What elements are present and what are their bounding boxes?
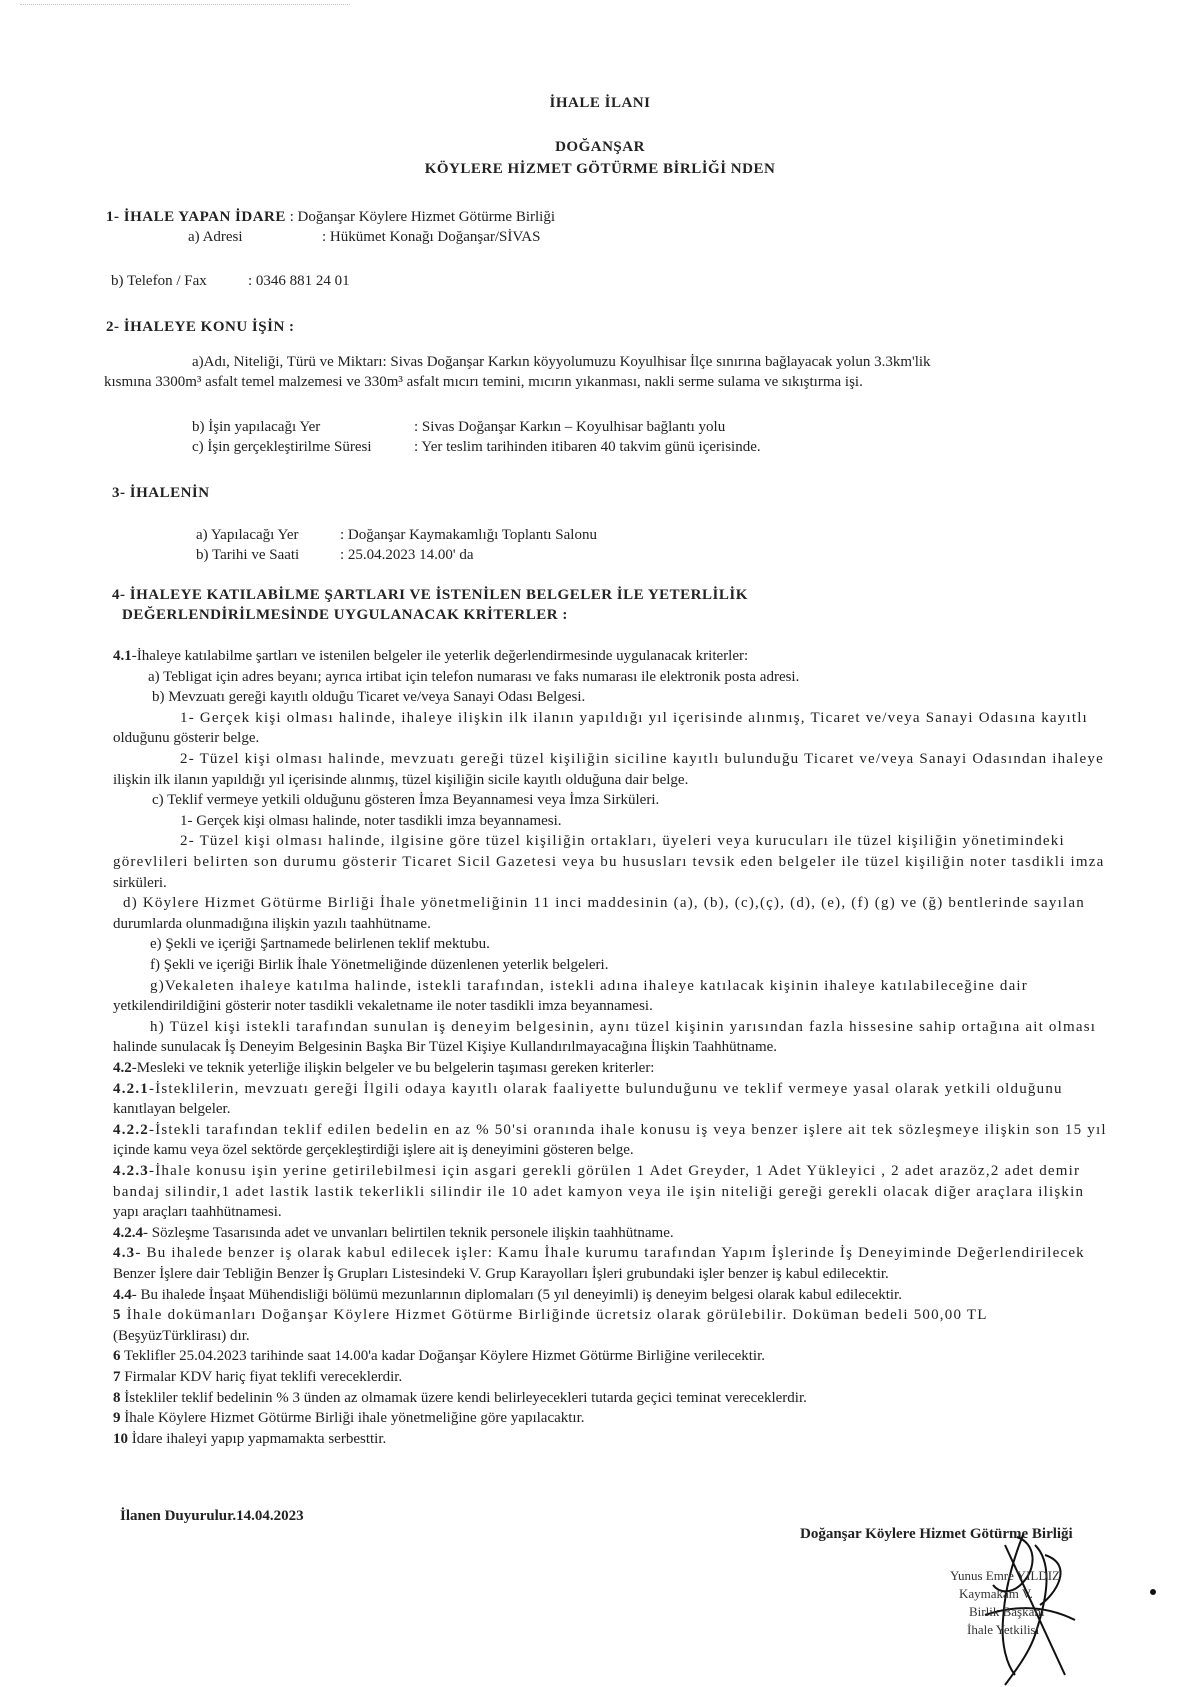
issuer-line-2: KÖYLERE HİZMET GÖTÜRME BİRLİĞİ NDEN <box>424 161 776 177</box>
criteria-line: (BeşyüzTürklirası) dır. <box>113 1328 250 1344</box>
criteria-line: 8 İstekliler teklif bedelinin % 3 ünden az olmamak üzere kendi belirleyecekleri tutarda geçici teminat vereceklerdir. <box>113 1390 807 1406</box>
signatory-title-1: Kaymakam V. <box>959 1586 1033 1601</box>
duration-label: c) İşin gerçekleştirilme Süresi <box>192 439 372 455</box>
criteria-line: b) Mevzuatı gereği kayıtlı olduğu Ticaret ve/veya Sanayi Odası Belgesi. <box>152 689 586 705</box>
item-number: 4.2 <box>113 1060 132 1076</box>
criteria-line: 4.2.3-İhale konusu işin yerine getirilebilmesi için asgari gerekli görülen 1 Adet Greyder, 1 Adet Yükleyici , 2 adet arazöz,2 adet demir <box>113 1163 1081 1179</box>
signature-block <box>945 1525 1145 1687</box>
criteria-line: 4.2.4- Sözleşme Tasarısında adet ve unvanları belirtilen teknik personele ilişkin taahhütname. <box>113 1225 674 1241</box>
item-number: 4.2.1 <box>113 1081 149 1097</box>
criteria-line: 4.1-İhaleye katılabilme şartları ve istenilen belgeler ile yeterlik değerlendirmesinde uygulanacak kriterler: <box>113 648 749 664</box>
criteria-line: g)Vekaleten ihaleye katılma halinde, istekli tarafından, istekli adına ihaleye katılacak kişinin ihaleye katılabileceğine dair <box>150 978 1028 994</box>
criteria-line: 4.2-Mesleki ve teknik yeterliğe ilişkin belgeler ve bu belgelerin taşıması gereken kriterler: <box>113 1060 655 1076</box>
criteria-line: 1- Gerçek kişi olması halinde, noter tasdikli imza beyannamesi. <box>180 813 562 829</box>
work-location-label: b) İşin yapılacağı Yer <box>192 419 321 435</box>
criteria-line: 2- Tüzel kişi olması halinde, mevzuatı gereği tüzel kişiliğin siciline kayıtlı bulunduğu Ticaret ve/veya Sanayi Odasından ihaleye <box>180 751 1104 767</box>
announcement-date: İlanen Duyurulur.14.04.2023 <box>120 1508 304 1524</box>
criteria-line: 9 İhale Köylere Hizmet Götürme Birliği ihale yönetmeliğine göre yapılacaktır. <box>113 1410 585 1426</box>
scan-artifact <box>20 4 350 9</box>
address-label: a) Adresi <box>188 229 243 245</box>
address-value: : Hükümet Konağı Doğanşar/SİVAS <box>322 229 541 245</box>
criteria-line: 1- Gerçek kişi olması halinde, ihaleye ilişkin ilk ilanın yapıldığı yıl içerisinde alınmış, Ticaret ve/veya Sanayi Odasına kayıtlı <box>180 710 1088 726</box>
section-4-heading-2: DEĞERLENDİRİLMESİNDE UYGULANACAK KRİTERLER : <box>122 607 568 623</box>
item-number: 6 <box>113 1348 121 1364</box>
criteria-line: a) Tebligat için adres beyanı; ayrıca irtibat için telefon numarası ve faks numarası ile elektronik posta adresi. <box>148 669 800 685</box>
section-3-label: 3- İHALENİN <box>112 485 210 501</box>
work-location-value: : Sivas Doğanşar Karkın – Koyulhisar bağlantı yolu <box>414 419 726 435</box>
section-2-a-line-2: kısmına 3300m³ asfalt temel malzemesi ve 330m³ asfalt mıcırı temini, mıcırın yıkanması, nakli serme sulama ve sıkıştırma işi. <box>104 374 863 390</box>
criteria-line: içinde kamu veya özel sektörde gerçekleştirdiği işlere ait iş deneyimini gösteren belge. <box>113 1142 634 1158</box>
tender-place-label: a) Yapılacağı Yer <box>196 527 299 543</box>
scan-dot <box>1150 1589 1156 1595</box>
criteria-line: bandaj silindir,1 adet lastik lastik tekerlikli silindir ile 10 adet kamyon veya ile işin niteliği gereği gerekli olacak diğer araçlara ilişkin <box>113 1184 1085 1200</box>
signatory-title-3: İhale Yetkilisi <box>967 1622 1040 1637</box>
criteria-line: kanıtlayan belgeler. <box>113 1101 231 1117</box>
criteria-line: c) Teklif vermeye yetkili olduğunu gösteren İmza Beyannamesi veya İmza Sirküleri. <box>152 792 660 808</box>
section-2-label: 2- İHALEYE KONU İŞİN : <box>106 319 295 335</box>
signatory-title-2: Birlik Başkanı <box>969 1604 1045 1619</box>
criteria-line: h) Tüzel kişi istekli tarafından sunulan iş deneyim belgesinin, aynı tüzel kişinin yarısından fazla hissesine sahip ortağına ait olması <box>150 1019 1097 1035</box>
criteria-line: 7 Firmalar KDV hariç fiyat teklifi vereceklerdir. <box>113 1369 403 1385</box>
item-number: 9 <box>113 1410 121 1426</box>
criteria-line: e) Şekli ve içeriği Şartnamede belirlenen teklif mektubu. <box>150 936 490 952</box>
criteria-line: 5 İhale dokümanları Doğanşar Köylere Hizmet Götürme Birliğinde ücretsiz olarak görülebilir. Doküman bedeli 500,00 TL <box>113 1307 988 1323</box>
criteria-line: olduğunu gösterir belge. <box>113 730 260 746</box>
criteria-line: yapı araçları taahhütnamesi. <box>113 1204 282 1220</box>
criteria-line: halinde sunulacak İş Deneyim Belgesinin Başka Bir Tüzel Kişiye Kullandırılmayacağına İlişkin Taahhütname. <box>113 1039 778 1055</box>
criteria-line: Benzer İşlere dair Tebliğin Benzer İş Grupları Listesindeki V. Grup Karayolları İşleri grubundaki işler benzer iş kabul edilecektir. <box>113 1266 889 1282</box>
item-number: 8 <box>113 1390 121 1406</box>
criteria-line: 4.4- Bu ihalede İnşaat Mühendisliği bölümü mezunlarının diplomaları (5 yıl deneyimli) iş deneyim belgesi olarak kabul edilecektir. <box>113 1287 902 1303</box>
item-number: 10 <box>113 1431 128 1447</box>
criteria-line: 2- Tüzel kişi olması halinde, ilgisine göre tüzel kişiliğin ortakları, üyeleri veya kurucuları ile tüzel kişiliğin yönetimindeki <box>180 833 1065 849</box>
tender-date-value: : 25.04.2023 14.00' da <box>340 547 474 563</box>
tender-place-value: : Doğanşar Kaymakamlığı Toplantı Salonu <box>340 527 597 543</box>
page-title: İHALE İLANI <box>549 95 651 111</box>
criteria-line: durumlarda olunmadığına ilişkin yazılı taahhütname. <box>113 916 431 932</box>
phone-label: b) Telefon / Fax <box>111 273 207 289</box>
item-number: 4.3 <box>113 1245 136 1261</box>
signatory-name: Yunus Emre YILDIZ <box>950 1568 1060 1583</box>
item-number: 4.4 <box>113 1287 132 1303</box>
duration-value: : Yer teslim tarihinden itibaren 40 takvim günü içerisinde. <box>414 439 761 455</box>
criteria-line: 6 Teklifler 25.04.2023 tarihinde saat 14.00'a kadar Doğanşar Köylere Hizmet Götürme Birliğine verilecektir. <box>113 1348 766 1364</box>
item-number: 4.1 <box>113 648 132 664</box>
issuer-signature-line: Doğanşar Köylere Hizmet Götürme Birliği <box>800 1526 1073 1542</box>
item-number: 4.2.3 <box>113 1163 149 1179</box>
issuer-line-1: DOĞANŞAR <box>555 139 645 155</box>
criteria-line: 4.2.2-İstekli tarafından teklif edilen bedelin en az % 50'si oranında ihale konusu iş veya benzer işlere ait tek sözleşmeye ilişkin son 15 yıl <box>113 1122 1107 1138</box>
section-2-a-line-1: a)Adı, Niteliği, Türü ve Miktarı: Sivas Doğanşar Karkın köyyolumuzu Koyulhisar İlçe sınırına bağlayacak yolun 3.3km'lik <box>192 354 931 370</box>
criteria-line: görevlileri belirten son durumu gösterir Ticaret Sicil Gazetesi veya bu hususları tevsik eden belgeler ile tüzel kişiliğin noter tasdikli imza <box>113 854 1105 870</box>
section-4-heading-1: 4- İHALEYE KATILABİLME ŞARTLARI VE İSTENİLEN BELGELER İLE YETERLİLİK <box>112 587 748 603</box>
section-1-label: 1- İHALE YAPAN İDARE <box>106 209 286 225</box>
criteria-line: ilişkin ilk ilanın yapıldığı yıl içerisinde alınmış, tüzel kişiliğin sicile kayıtlı olduğuna dair belge. <box>113 772 689 788</box>
criteria-line: yetkilendirildiğini gösterir noter tasdikli vekaletname ile noter tasdikli imza beyannamesi. <box>113 998 653 1014</box>
criteria-line: d) Köylere Hizmet Götürme Birliği İhale yönetmeliğinin 11 inci maddesinin (a), (b), (c),(ç), (d), (e), (f) (g) ve (ğ) bentlerinde sayılan <box>123 895 1085 911</box>
criteria-line: 10 İdare ihaleyi yapıp yapmamakta serbesttir. <box>113 1431 387 1447</box>
item-number: 5 <box>113 1307 122 1323</box>
criteria-line: 4.2.1-İsteklilerin, mevzuatı gereği İlgili odaya kayıtlı olarak faaliyette bulunduğunu ve teklif vermeye yasal olarak yetkili olduğunu <box>113 1081 1063 1097</box>
tender-date-label: b) Tarihi ve Saati <box>196 547 300 563</box>
criteria-line: f) Şekli ve içeriği Birlik İhale Yönetmeliğinde düzenlenen yeterlik belgeleri. <box>150 957 609 973</box>
item-number: 4.2.4 <box>113 1225 143 1241</box>
item-number: 4.2.2 <box>113 1122 149 1138</box>
criteria-line: 4.3- Bu ihalede benzer iş olarak kabul edilecek işler: Kamu İhale kurumu tarafından Yapım İşlerinde İş Deneyiminde Değerlendirilecek <box>113 1245 1085 1261</box>
section-1-value: : Doğanşar Köylere Hizmet Götürme Birliği <box>289 209 555 225</box>
item-number: 7 <box>113 1369 121 1385</box>
criteria-line: sirküleri. <box>113 875 167 891</box>
section-1-row <box>106 208 555 227</box>
phone-value: : 0346 881 24 01 <box>248 273 350 289</box>
